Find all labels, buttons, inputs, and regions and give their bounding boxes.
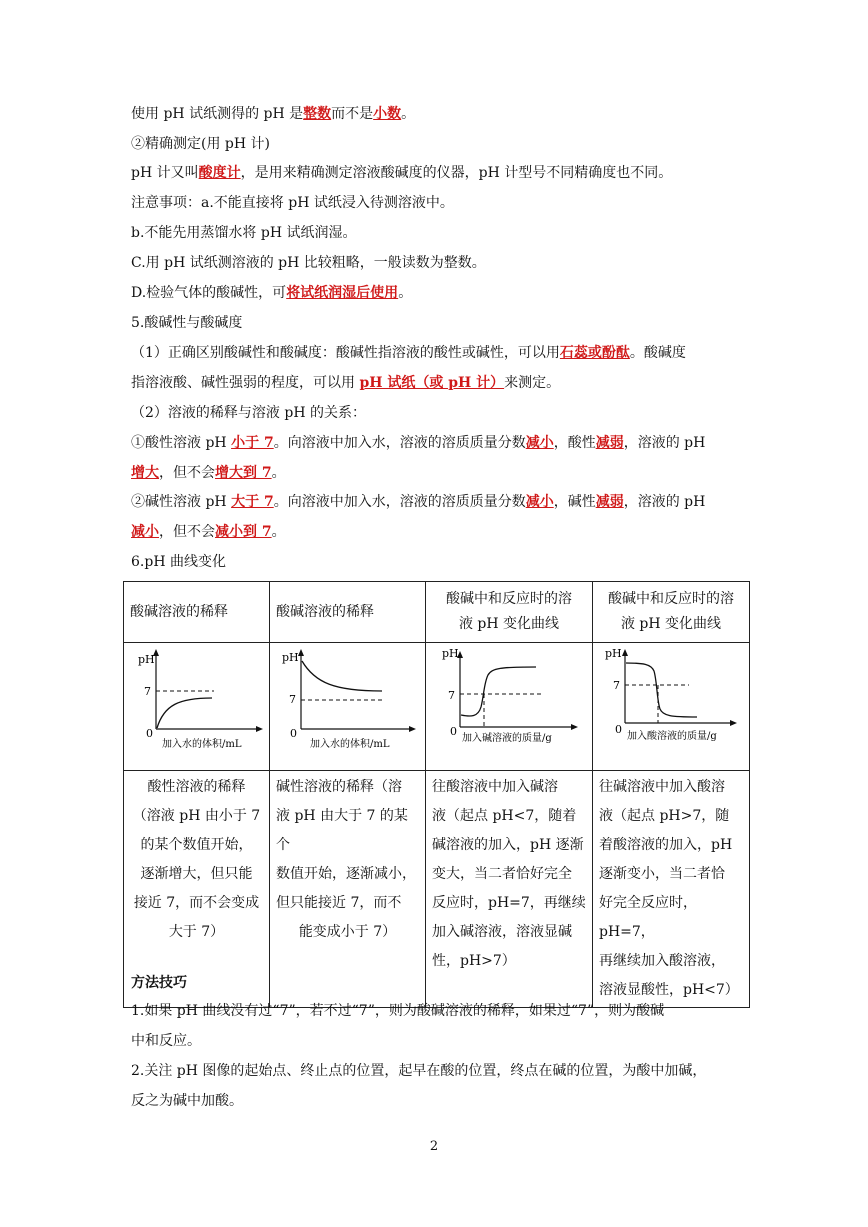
highlight-answer: 将试纸润湿后使用 [286,285,399,301]
desc-line: 往酸溶液中加入碱溶 [432,779,558,795]
highlight-answer: 减弱 [595,435,624,451]
text: 。向溶液中加入水，溶液的溶质质量分数 [273,494,526,510]
method-p1-line1: 1.如果 pH 曲线没有过“7”，若不过“7”，则为酸碱溶液的稀释，如果过“7”，则为酸碱 [131,1003,665,1019]
highlight-answer: 小于 7 [231,435,274,451]
desc-line: 液（起点 pH>7，随 [599,808,730,824]
text: 。酸碱度 [629,345,686,361]
desc-line: 液（起点 pH<7，随着 [432,808,577,824]
y-axis-label: pH [282,651,299,664]
method-p2-line1: 2.关注 pH 图像的起始点、终止点的位置，起早在酸的位置，终点在碱的位置，为酸中加碱， [131,1063,707,1079]
desc-acid-dilution [124,771,270,1008]
x-axis-label: 加入碱溶液的质量/g [462,733,552,744]
method-p2-line2: 反之为碱中加酸。 [131,1093,243,1109]
ph-curve [626,663,697,717]
line-acid-dilution [131,433,705,453]
line-ph-paper-integer [131,104,415,124]
desc-neutralization-acid-added [593,771,750,1008]
text: ，溶液的 pH [623,435,706,451]
highlight-answer: pH 试纸（或 pH 计） [359,375,505,391]
desc-line: 能变成小于 7） [298,924,397,940]
desc-line: 数值开始，逐渐减小， [276,866,416,882]
method-title: 方法技巧 [131,975,187,991]
graph-cell-base-dilution [270,643,426,771]
tick-7: 7 [144,685,151,698]
header-base-dilution: 酸碱溶液的稀释 [270,582,426,643]
table-desc-row [124,771,750,1008]
x-axis-label: 加入水的体积/mL [162,739,242,750]
header-neutralization-acid-added [593,582,750,643]
header-line: 液 pH 变化曲线 [458,616,560,632]
ph-graph-base-dilution [270,643,425,761]
header-acid-dilution: 酸碱溶液的稀释 [124,582,270,643]
desc-line: 好完全反应时，pH=7， [599,895,697,940]
desc-line: 碱溶液的加入，pH 逐渐 [432,837,584,853]
tick-7: 7 [613,679,620,692]
text: ，是用来精确测定溶液酸碱度的仪器，pH 计型号不同精确度也不同。 [240,165,673,181]
line-precise-measure: ②精确测定(用 pH 计) [131,136,270,152]
table-header-row [124,582,750,643]
text: （1）正确区别酸碱性和酸碱度：酸碱性指溶液的酸性或碱性，可以用 [131,345,560,361]
origin-label: 0 [450,725,457,738]
text: 而不是 [331,106,374,122]
desc-line: 酸性溶液的稀释 [147,779,246,795]
desc-line: 着酸溶液的加入，pH [599,837,733,853]
section-heading-6: 6.pH 曲线变化 [131,554,226,570]
highlight-answer: 整数 [303,106,332,122]
x-axis-label: 加入酸溶液的质量/g [627,731,717,742]
desc-base-dilution [270,771,426,1008]
desc-line: 的某个数值开始， [140,837,253,853]
line-base-dilution [131,492,705,512]
x-axis-label: 加入水的体积/mL [310,739,390,750]
text: ①酸性溶液 pH [131,435,232,451]
text: 。 [398,285,413,301]
header-neutralization-base-added [426,582,593,643]
text: ，酸性 [553,435,596,451]
line-note-d [131,283,412,303]
ph-curve-table [123,581,750,1008]
desc-line: 碱性溶液的稀释（溶 [276,779,402,795]
origin-label: 0 [290,727,297,740]
desc-line: 反应时，pH=7，再继续 [432,895,586,911]
desc-line: 再继续加入酸溶液， [599,953,725,969]
x-axis-arrow [256,726,263,732]
ph-graph-acid-added [593,643,749,761]
ph-curve [461,667,536,716]
highlight-answer: 增大到 7 [215,465,272,481]
section-heading-5: 5.酸碱性与酸碱度 [131,315,243,331]
origin-label: 0 [615,723,622,736]
line-note-a: 注意事项：a.不能直接将 pH 试纸浸入待测溶液中。 [131,195,454,211]
text: 。向溶液中加入水，溶液的溶质质量分数 [273,435,526,451]
highlight-answer: 酸度计 [198,165,241,181]
desc-line: 液 pH 由大于 7 的某个 [276,808,408,853]
desc-line: 加入碱溶液，溶液显碱 [432,924,572,940]
highlight-answer: 增大 [131,465,159,481]
highlight-answer: 大于 7 [231,494,274,510]
text: 使用 pH 试纸测得的 pH 是 [131,106,304,122]
header-line: 酸碱中和反应时的溶 [608,591,734,607]
desc-line: 接近 7，而不会变成 [133,895,260,911]
ph-curve [302,661,382,691]
x-axis-arrow [571,724,578,730]
highlight-answer: 减小 [525,435,554,451]
x-axis-arrow [409,726,416,732]
ph-curve [157,698,212,728]
text: 来测定。 [504,375,561,391]
highlight-answer: 石蕊或酚酞 [559,345,630,361]
text: 指溶液酸、碱性强弱的程度，可以用 [131,375,360,391]
header-line: 酸碱中和反应时的溶 [446,591,572,607]
y-axis-arrow [622,649,628,656]
graph-cell-neutralization-base-added [426,643,593,771]
desc-line: 大于 7） [168,924,225,940]
tick-7: 7 [289,693,296,706]
text: pH 计又叫 [131,165,199,181]
text: ，但不会 [159,524,215,540]
text: ②碱性溶液 pH [131,494,232,510]
line-dilution-heading: （2）溶液的稀释与溶液 pH 的关系： [131,405,366,421]
graph-cell-neutralization-acid-added [593,643,750,771]
line-acidity-degree [131,373,560,393]
line-distinguish [131,343,686,363]
line-acid-dilution-cont [131,463,286,483]
x-axis-arrow [730,720,737,726]
desc-line: 性，pH>7） [432,953,516,969]
highlight-answer: 减小到 7 [215,524,272,540]
text: 。 [271,524,286,540]
desc-line: 往碱溶液中加入酸溶 [599,779,725,795]
desc-line: 逐渐增大，但只能 [140,866,253,882]
y-axis-arrow [298,649,304,656]
desc-line: （溶液 pH 由小于 7 [132,808,261,824]
origin-label: 0 [146,727,153,740]
header-line: 液 pH 变化曲线 [620,616,722,632]
y-axis-label: pH [138,653,155,666]
text: 。 [271,465,286,481]
line-note-c: C.用 pH 试纸测溶液的 pH 比较粗略，一般读数为整数。 [131,255,486,271]
desc-line: 变大，当二者恰好完全 [432,866,572,882]
page-number: 2 [429,1139,439,1154]
method-p1-line2: 中和反应。 [131,1033,201,1049]
highlight-answer: 小数 [373,106,402,122]
line-base-dilution-cont [131,522,286,542]
text: 。 [401,106,416,122]
desc-line: 但只能接近 7，而不 [276,895,402,911]
tick-7: 7 [448,689,455,702]
desc-line: 溶液显酸性，pH<7） [599,982,739,998]
table-graph-row [124,643,750,771]
text: ，但不会 [159,465,215,481]
text: ，溶液的 pH [623,494,706,510]
highlight-answer: 减小 [131,524,159,540]
desc-line: 逐渐变小，当二者恰 [599,866,725,882]
text: ，碱性 [553,494,596,510]
line-note-b: b.不能先用蒸馏水将 pH 试纸润湿。 [131,225,357,241]
graph-cell-acid-dilution [124,643,270,771]
text: D.检验气体的酸碱性，可 [131,285,287,301]
ph-graph-base-added [426,643,592,761]
highlight-answer: 减弱 [595,494,624,510]
highlight-answer: 减小 [525,494,554,510]
ph-graph-acid-dilution [124,643,269,761]
y-axis-label: pH [605,647,622,660]
y-axis-label: pH [442,647,459,660]
line-ph-meter [131,163,672,183]
desc-neutralization-base-added [426,771,593,1008]
